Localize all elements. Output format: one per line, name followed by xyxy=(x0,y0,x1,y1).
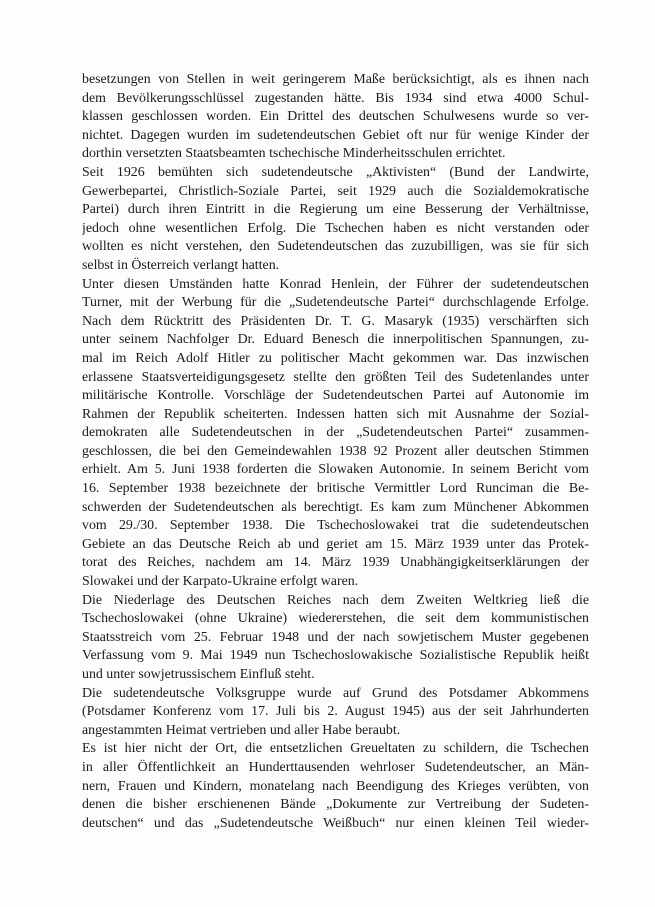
text-line: torat des Reiches, nachdem am 14. März 1939 Unabhängigkeitserklärungen der xyxy=(82,555,589,571)
text-line: 16. September 1938 bezeichnete der britische Vermittler Lord Runciman die Be- xyxy=(82,481,589,497)
text-line: vom 29./30. September 1938. Die Tschechoslowakei trat die sudetendeutschen xyxy=(82,518,589,534)
text-line: Slowakei und der Karpato-Ukraine erfolgt waren. xyxy=(82,574,359,590)
paragraph-6 xyxy=(82,740,589,833)
paragraph-1 xyxy=(82,71,589,164)
text-line: unter seinem Nachfolger Dr. Eduard Benesch die innerpolitischen Spannungen, zu- xyxy=(82,332,589,348)
text-line: schwerden der Sudetendeutschen als berechtigt. Es kam zum Münchener Abkommen xyxy=(82,499,589,515)
text-line: Es ist hier nicht der Ort, die entsetzlichen Greueltaten zu schildern, die Tschechen xyxy=(82,741,589,757)
text-line: Gebiete an das Deutsche Reich ab und geriet am 15. März 1939 unter das Protek- xyxy=(82,536,589,552)
text-line: erhielt. Am 5. Juni 1938 forderten die Slowaken Autonomie. In seinem Bericht vom xyxy=(82,462,589,478)
text-line: erlassene Staatsverteidigungsgesetz stellte den größten Teil des Sudetenlandes unter xyxy=(82,369,589,385)
text-line: demokraten alle Sudetendeutschen in der „Sudetendeutschen Partei“ zusammen- xyxy=(82,425,589,441)
text-line: Seit 1926 bemühten sich sudetendeutsche „Aktivisten“ (Bund der Landwirte, xyxy=(82,164,589,180)
text-line: militärische Kontrolle. Vorschläge der Sudetendeutschen Partei auf Autonomie im xyxy=(82,388,589,404)
text-line: in aller Öffentlichkeit an Hunderttausenden wehrloser Sudetendeutscher, an Män- xyxy=(82,759,589,775)
text-line: nern, Frauen und Kindern, monatelang nach Beendigung des Krieges verübten, von xyxy=(82,778,589,794)
text-line: klassen geschlossen worden. Ein Drittel des deutschen Schulwesens wurde so ver- xyxy=(82,109,589,125)
text-line: Verfassung vom 9. Mai 1949 nun Tschechoslowakische Sozialistische Republik heißt xyxy=(82,648,589,664)
text-line: geschlossen, die bei den Gemeindewahlen 1938 92 Prozent aller deutschen Stimmen xyxy=(82,443,589,459)
body-text xyxy=(82,71,589,833)
text-line: und unter sowjetrussischem Einfluß steht. xyxy=(82,667,315,682)
text-line: Partei) durch ihren Eintritt in die Regierung um eine Besserung der Verhältnisse, xyxy=(82,202,589,218)
text-line: Die Niederlage des Deutschen Reiches nach dem Zweiten Weltkrieg ließ die xyxy=(82,592,589,608)
text-line: selbst in Österreich verlangt hatten. xyxy=(82,257,280,273)
text-line: dorthin versetzten Staatsbeamten tschechische Minderheitsschulen errichtet. xyxy=(82,146,506,162)
text-line: Staatsstreich vom 25. Februar 1948 und der nach sowjetischem Muster gegebenen xyxy=(82,629,589,645)
text-line: Gewerbepartei, Christlich-Soziale Partei, seit 1929 auch die Sozialdemokratische xyxy=(82,183,589,199)
text-line: Rahmen der Republik scheiterten. Indessen hatten sich mit Ausnahme der Sozial- xyxy=(82,406,589,422)
text-line: wollten es nicht verstehen, den Sudetendeutschen das zuzubilligen, was sie für sich xyxy=(82,239,589,255)
text-line: Unter diesen Umständen hatte Konrad Henlein, der Führer der sudetendeutschen xyxy=(82,276,589,292)
text-line: Die sudetendeutsche Volksgruppe wurde auf Grund des Potsdamer Abkommens xyxy=(82,685,589,701)
text-line: jedoch ohne wesentlichen Erfolg. Die Tschechen haben es nicht verstanden oder xyxy=(82,220,589,236)
text-line: besetzungen von Stellen in weit geringerem Maße berücksichtigt, als es ihnen nach xyxy=(82,72,589,87)
text-line: mal im Reich Adolf Hitler zu politischer Macht gekommen war. Das inzwischen xyxy=(82,350,589,366)
paragraph-5 xyxy=(82,685,589,741)
paragraph-3 xyxy=(82,276,589,592)
text-line: dem Bevölkerungsschlüssel zugestanden hätte. Bis 1934 sind etwa 4000 Schul- xyxy=(82,90,589,106)
text-line: Nach dem Rücktritt des Präsidenten Dr. T. G. Masaryk (1935) verschärften sich xyxy=(82,313,589,329)
text-line: Tschechoslowakei (ohne Ukraine) wiedererstehen, die seit dem kommunistischen xyxy=(82,611,589,627)
text-line: deutschen“ und das „Sudetendeutsche Weißbuch“ nur einen kleinen Teil wieder- xyxy=(82,815,589,831)
paragraph-2 xyxy=(82,164,589,276)
text-line: nichtet. Dagegen wurden im sudetendeutschen Gebiet oft nur für wenige Kinder der xyxy=(82,127,589,143)
text-line: angestammten Heimat vertrieben und aller Habe beraubt. xyxy=(82,722,401,738)
text-line: Turner, mit der Werbung für die „Sudetendeutsche Partei“ durchschlagende Erfolge. xyxy=(82,295,589,311)
paragraph-4 xyxy=(82,592,589,685)
text-line: denen die bisher erschienenen Bände „Dokumente zur Vertreibung der Sudeten- xyxy=(82,797,589,813)
text-line: (Potsdamer Konferenz vom 17. Juli bis 2. August 1945) aus der seit Jahrhunderten xyxy=(82,704,589,720)
